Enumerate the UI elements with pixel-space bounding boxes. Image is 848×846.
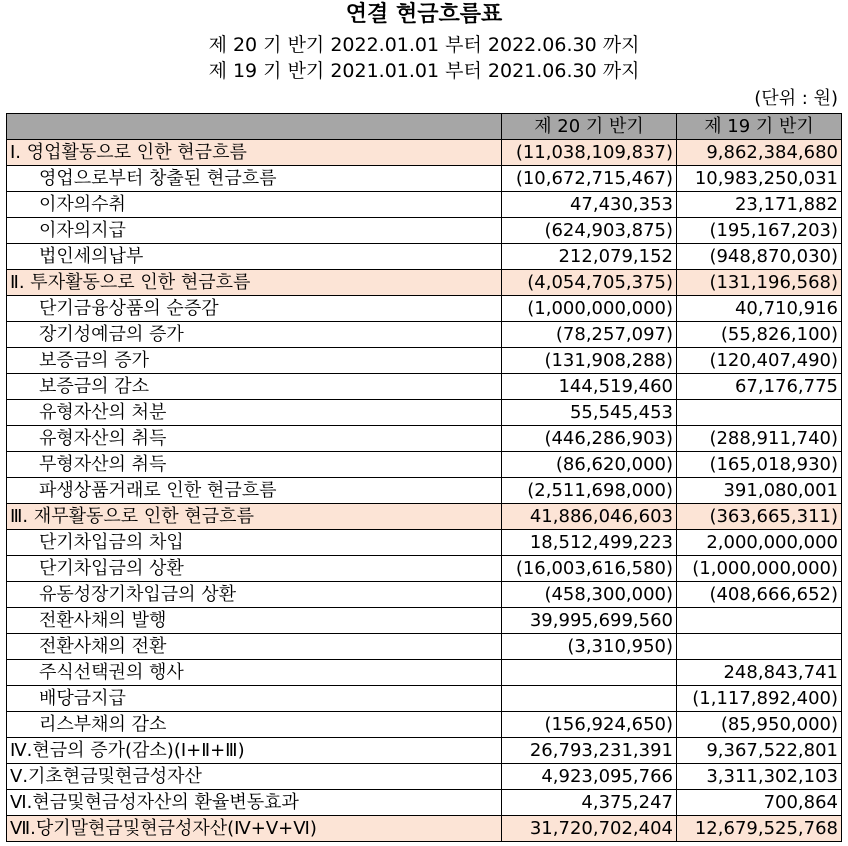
row-value-prior: 700,864	[677, 790, 842, 816]
table-row	[7, 790, 842, 816]
row-label: 배당금지급	[7, 686, 502, 712]
row-label: 보증금의 증가	[7, 348, 502, 374]
table-row	[7, 686, 842, 712]
row-value-prior: (120,407,490)	[677, 348, 842, 374]
row-value-current	[502, 686, 677, 712]
row-value-prior	[677, 608, 842, 634]
row-label: 유형자산의 처분	[7, 400, 502, 426]
row-value-current: (78,257,097)	[502, 322, 677, 348]
period-current: 제 20 기 반기 2022.01.01 부터 2022.06.30 까지	[208, 34, 640, 56]
row-label: 리스부채의 감소	[7, 712, 502, 738]
row-value-prior: (1,000,000,000)	[677, 556, 842, 582]
table-row	[7, 166, 842, 192]
row-value-current: 39,995,699,560	[502, 608, 677, 634]
row-value-prior: (1,117,892,400)	[677, 686, 842, 712]
row-value-prior: (165,018,930)	[677, 452, 842, 478]
table-row	[7, 556, 842, 582]
table-row	[7, 426, 842, 452]
row-value-current: (16,003,616,580)	[502, 556, 677, 582]
row-value-current: (1,000,000,000)	[502, 296, 677, 322]
row-value-prior: (195,167,203)	[677, 218, 842, 244]
unit-label: (단위 : 원)	[754, 88, 838, 109]
row-label: 유동성장기차입금의 상환	[7, 582, 502, 608]
row-value-prior: 23,171,882	[677, 192, 842, 218]
row-label: 무형자산의 취득	[7, 452, 502, 478]
row-label: 전환사채의 발행	[7, 608, 502, 634]
table-row	[7, 478, 842, 504]
column-header-current: 제 20 기 반기	[502, 114, 677, 140]
row-value-current: (131,908,288)	[502, 348, 677, 374]
row-value-current: (3,310,950)	[502, 634, 677, 660]
table-row	[7, 374, 842, 400]
row-label: 주식선택권의 행사	[7, 660, 502, 686]
row-value-current: 41,886,046,603	[502, 504, 677, 530]
row-value-prior: 40,710,916	[677, 296, 842, 322]
column-header-label	[7, 114, 502, 140]
row-value-prior: 12,679,525,768	[677, 816, 842, 842]
row-value-prior: (85,950,000)	[677, 712, 842, 738]
row-label: 전환사채의 전환	[7, 634, 502, 660]
row-value-prior: (948,870,030)	[677, 244, 842, 270]
row-value-current: (624,903,875)	[502, 218, 677, 244]
row-label: 단기차입금의 상환	[7, 556, 502, 582]
table-row	[7, 192, 842, 218]
row-value-prior: 9,862,384,680	[677, 140, 842, 166]
table-row	[7, 504, 842, 530]
row-value-prior: 248,843,741	[677, 660, 842, 686]
table-row	[7, 296, 842, 322]
row-value-prior: (55,826,100)	[677, 322, 842, 348]
row-value-current: 212,079,152	[502, 244, 677, 270]
row-value-current: (4,054,705,375)	[502, 270, 677, 296]
row-value-prior	[677, 400, 842, 426]
row-value-current: 31,720,702,404	[502, 816, 677, 842]
row-value-prior	[677, 634, 842, 660]
cash-flow-table	[6, 113, 842, 842]
row-label: Ⅱ. 투자활동으로 인한 현금흐름	[7, 270, 502, 296]
table-row	[7, 738, 842, 764]
row-value-current: 26,793,231,391	[502, 738, 677, 764]
row-label: 영업으로부터 창출된 현금흐름	[7, 166, 502, 192]
row-label: 파생상품거래로 인한 현금흐름	[7, 478, 502, 504]
table-header-row	[7, 114, 842, 140]
row-label: Ⅰ. 영업활동으로 인한 현금흐름	[7, 140, 502, 166]
table-row	[7, 530, 842, 556]
row-value-prior: 3,311,302,103	[677, 764, 842, 790]
statement-title: 연결 현금흐름표	[345, 2, 503, 27]
table-row	[7, 400, 842, 426]
row-label: 유형자산의 취득	[7, 426, 502, 452]
row-value-current: (2,511,698,000)	[502, 478, 677, 504]
row-value-current: 144,519,460	[502, 374, 677, 400]
table-row	[7, 140, 842, 166]
period-prior: 제 19 기 반기 2021.01.01 부터 2021.06.30 까지	[208, 60, 640, 82]
row-label: 이자의지급	[7, 218, 502, 244]
table-row	[7, 582, 842, 608]
row-label: Ⅳ.현금의 증가(감소)(Ⅰ+Ⅱ+Ⅲ)	[7, 738, 502, 764]
table-row	[7, 218, 842, 244]
row-value-prior: 9,367,522,801	[677, 738, 842, 764]
row-value-current	[502, 660, 677, 686]
row-value-prior: 2,000,000,000	[677, 530, 842, 556]
row-value-current: 55,545,453	[502, 400, 677, 426]
table-row	[7, 764, 842, 790]
row-value-current: (11,038,109,837)	[502, 140, 677, 166]
table-row	[7, 816, 842, 842]
row-label: Ⅶ.당기말현금및현금성자산(Ⅳ+Ⅴ+Ⅵ)	[7, 816, 502, 842]
row-value-prior: (288,911,740)	[677, 426, 842, 452]
table-row	[7, 608, 842, 634]
column-header-prior: 제 19 기 반기	[677, 114, 842, 140]
row-value-current: (86,620,000)	[502, 452, 677, 478]
row-label: Ⅵ.현금및현금성자산의 환율변동효과	[7, 790, 502, 816]
row-label: Ⅲ. 재무활동으로 인한 현금흐름	[7, 504, 502, 530]
row-value-current: 18,512,499,223	[502, 530, 677, 556]
row-value-prior: (363,665,311)	[677, 504, 842, 530]
table-row	[7, 660, 842, 686]
table-row	[7, 322, 842, 348]
row-value-current: (458,300,000)	[502, 582, 677, 608]
row-label: 장기성예금의 증가	[7, 322, 502, 348]
table-row	[7, 244, 842, 270]
row-label: 단기차입금의 차입	[7, 530, 502, 556]
row-value-prior: (408,666,652)	[677, 582, 842, 608]
row-label: 법인세의납부	[7, 244, 502, 270]
table-row	[7, 270, 842, 296]
row-value-current: (156,924,650)	[502, 712, 677, 738]
row-value-prior: 10,983,250,031	[677, 166, 842, 192]
row-value-prior: 67,176,775	[677, 374, 842, 400]
row-label: 단기금융상품의 순증감	[7, 296, 502, 322]
row-value-current: 4,375,247	[502, 790, 677, 816]
row-label: 이자의수취	[7, 192, 502, 218]
row-value-current: (10,672,715,467)	[502, 166, 677, 192]
row-label: Ⅴ.기초현금및현금성자산	[7, 764, 502, 790]
row-label: 보증금의 감소	[7, 374, 502, 400]
row-value-prior: (131,196,568)	[677, 270, 842, 296]
table-row	[7, 712, 842, 738]
row-value-current: (446,286,903)	[502, 426, 677, 452]
table-row	[7, 452, 842, 478]
row-value-prior: 391,080,001	[677, 478, 842, 504]
row-value-current: 47,430,353	[502, 192, 677, 218]
table-row	[7, 348, 842, 374]
table-row	[7, 634, 842, 660]
row-value-current: 4,923,095,766	[502, 764, 677, 790]
